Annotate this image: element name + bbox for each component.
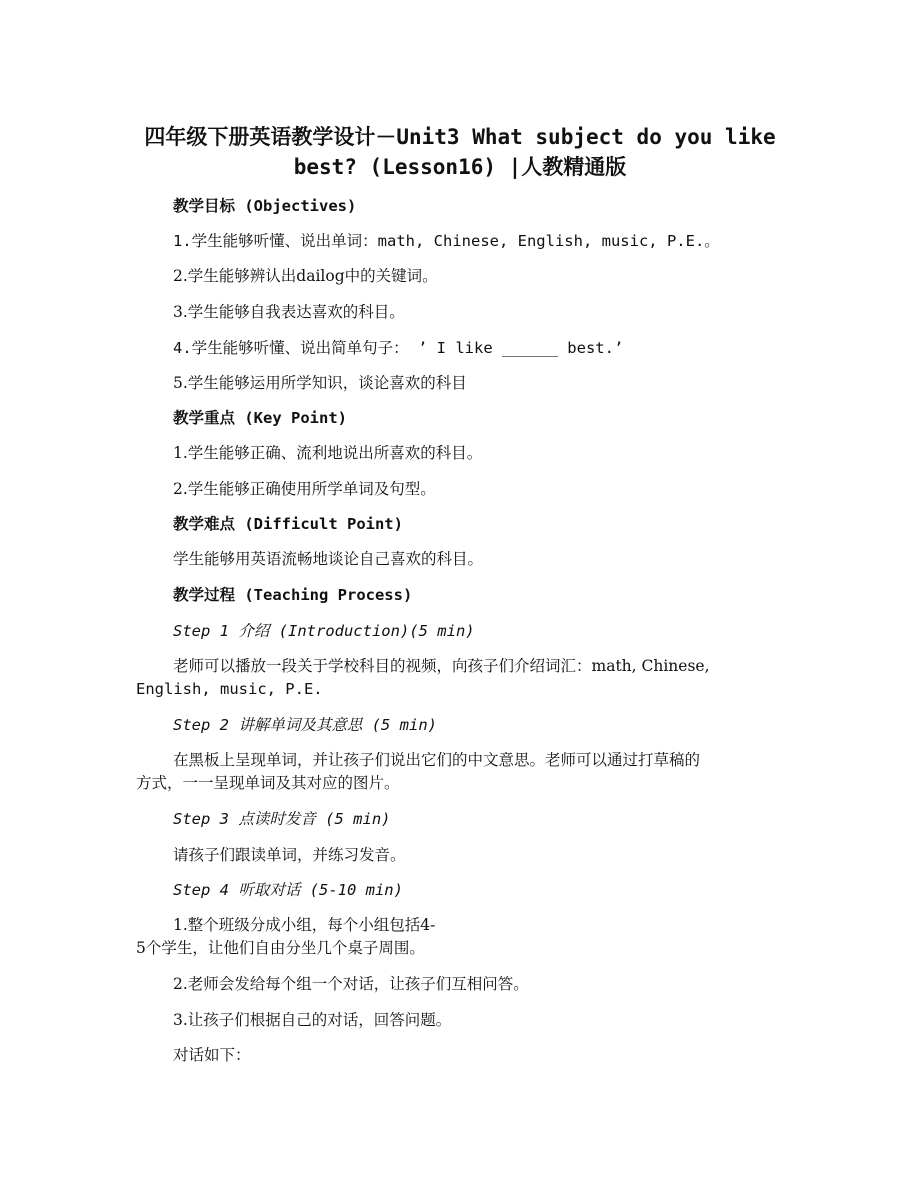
dialogue-intro: 对话如下： [173,1046,251,1064]
step-1-text [136,655,786,701]
step-2-text-line-2: 方式，一一呈现单词及其对应的图片。 [136,774,400,792]
objective-item-1: 1.学生能够听懂、说出单词：math, Chinese, English, music, P.E.。 [173,232,720,250]
step-2-text [136,749,786,795]
objective-item-3: 3.学生能够自我表达喜欢的科目。 [173,303,405,321]
step-4-item-1 [136,914,786,960]
objective-item-2: 2.学生能够辨认出dailog中的关键词。 [173,267,438,285]
difficult-point-heading: 教学难点 (Difficult Point) [173,515,403,533]
objective-item-4: 4.学生能够听懂、说出简单句子： ’ I like ______ best.’ [173,339,624,357]
step-1-text-line-1: 老师可以播放一段关于学校科目的视频，向孩子们介绍词汇：math, Chinese, [173,657,710,675]
step-4-item-1-line-2: 5个学生，让他们自由分坐几个桌子周围。 [136,939,425,957]
step-2-title: Step 2 讲解单词及其意思 (5 min) [173,716,437,734]
step-1-title: Step 1 介绍 (Introduction)(5 min) [173,622,475,640]
title-line-2: best? (Lesson16) |人教精通版 [293,155,627,179]
title-line-1: 四年级下册英语教学设计－Unit3 What subject do you like [144,125,776,149]
step-4-item-2: 2.老师会发给每个组一个对话，让孩子们互相问答。 [173,975,529,993]
document-title [120,122,800,182]
key-point-item-1: 1.学生能够正确、流利地说出所喜欢的科目。 [173,444,483,462]
step-1-text-line-2: English, music, P.E. [136,680,323,698]
step-4-title: Step 4 听取对话 (5-10 min) [173,881,403,899]
step-3-title: Step 3 点读时发音 (5 min) [173,810,391,828]
key-point-heading: 教学重点 (Key Point) [173,409,347,427]
step-2-text-line-1: 在黑板上呈现单词，并让孩子们说出它们的中文意思。老师可以通过打草稿的 [173,751,701,769]
difficult-point-text: 学生能够用英语流畅地谈论自己喜欢的科目。 [173,550,484,568]
step-3-text: 请孩子们跟读单词，并练习发音。 [173,846,406,864]
objective-item-5: 5.学生能够运用所学知识，谈论喜欢的科目 [173,374,467,392]
key-point-item-2: 2.学生能够正确使用所学单词及句型。 [173,480,436,498]
process-heading: 教学过程 (Teaching Process) [173,586,413,604]
objectives-heading: 教学目标 (Objectives) [173,197,357,215]
step-4-item-3: 3.让孩子们根据自己的对话，回答问题。 [173,1011,452,1029]
step-4-item-1-line-1: 1.整个班级分成小组，每个小组包括4- [173,916,436,934]
